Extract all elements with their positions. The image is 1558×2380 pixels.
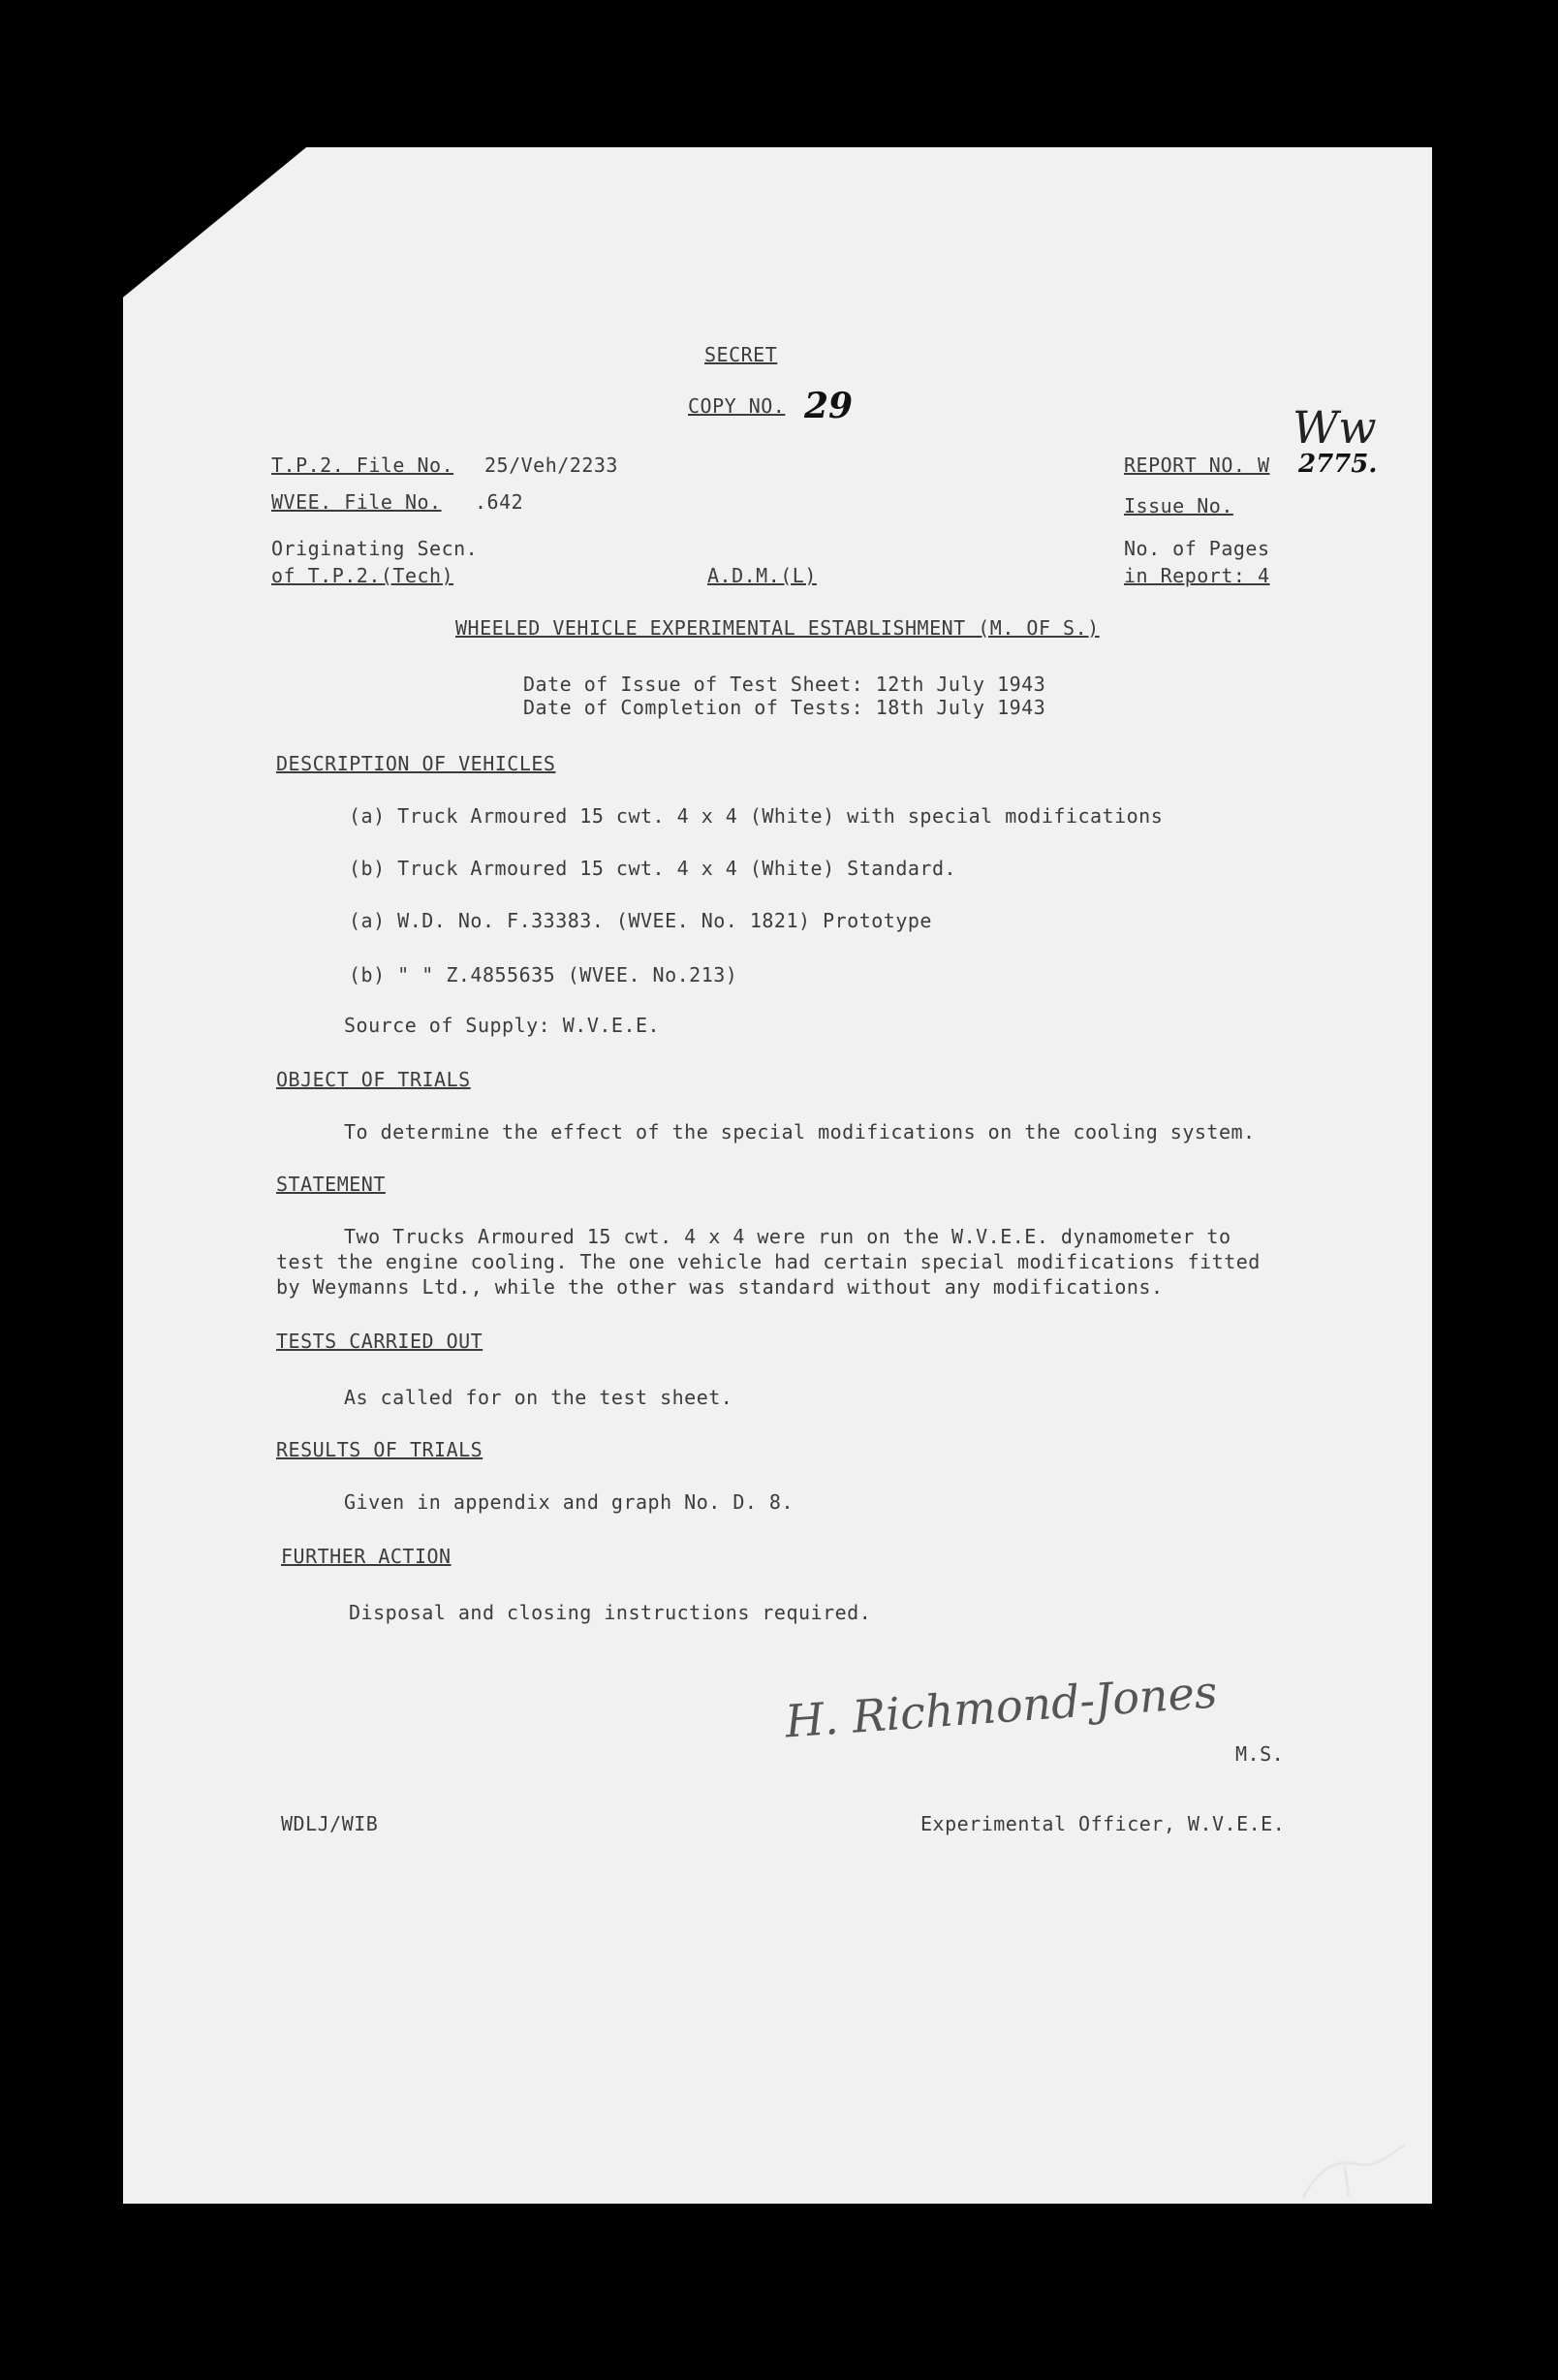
adm-reference: A.D.M.(L) bbox=[707, 564, 817, 587]
handwritten-initials: Ww bbox=[1293, 401, 1377, 454]
footer-reference: WDLJ/WIB bbox=[281, 1812, 379, 1835]
statement-heading: STATEMENT bbox=[276, 1173, 386, 1196]
originating-section-line1: Originating Secn. bbox=[271, 537, 479, 560]
corner-pen-mark bbox=[1298, 2140, 1415, 2208]
classification-stamp: SECRET bbox=[704, 343, 778, 366]
object-text: To determine the effect of the special modifications on the cooling system. bbox=[344, 1120, 1256, 1143]
vehicle-item-b: (b) Truck Armoured 15 cwt. 4 x 4 (White) Standard. bbox=[349, 857, 957, 880]
copy-label: COPY NO. bbox=[688, 394, 786, 418]
wd-number-a: (a) W.D. No. F.33383. (WVEE. No. 1821) Prototype bbox=[349, 909, 932, 932]
further-action-text: Disposal and closing instructions required. bbox=[349, 1601, 872, 1624]
statement-line-1: Two Trucks Armoured 15 cwt. 4 x 4 were run on the W.V.E.E. dynamometer to bbox=[344, 1225, 1231, 1248]
completion-date-line: Date of Completion of Tests: 18th July 1943 bbox=[523, 696, 1046, 719]
description-heading: DESCRIPTION OF VEHICLES bbox=[276, 752, 556, 775]
statement-line-3: by Weymanns Ltd., while the other was standard without any modifications. bbox=[276, 1275, 1164, 1299]
signature-suffix: M.S. bbox=[1235, 1742, 1285, 1766]
source-of-supply: Source of Supply: W.V.E.E. bbox=[344, 1014, 661, 1037]
wvee-file-label: WVEE. File No. bbox=[271, 490, 442, 514]
issue-date-line: Date of Issue of Test Sheet: 12th July 1943 bbox=[523, 673, 1046, 696]
tests-heading: TESTS CARRIED OUT bbox=[276, 1330, 483, 1353]
further-action-heading: FURTHER ACTION bbox=[281, 1545, 452, 1568]
object-heading: OBJECT OF TRIALS bbox=[276, 1068, 471, 1091]
pages-line1: No. of Pages bbox=[1124, 537, 1270, 560]
tp2-file-value: 25/Veh/2233 bbox=[484, 454, 618, 477]
originating-section-line2: of T.P.2.(Tech) bbox=[271, 564, 454, 587]
results-text: Given in appendix and graph No. D. 8. bbox=[344, 1490, 795, 1514]
issue-number-label: Issue No. bbox=[1124, 494, 1233, 517]
statement-line-2: test the engine cooling. The one vehicle had certain special modifications fitted bbox=[276, 1250, 1261, 1273]
signature: H. Richmond-Jones bbox=[783, 1665, 1219, 1748]
report-number: 2775. bbox=[1298, 450, 1378, 479]
signatory-title: Experimental Officer, W.V.E.E. bbox=[920, 1812, 1286, 1835]
tests-text: As called for on the test sheet. bbox=[344, 1386, 733, 1409]
vehicle-item-a: (a) Truck Armoured 15 cwt. 4 x 4 (White) with special modifications bbox=[349, 804, 1164, 828]
report-number-label: REPORT NO. W bbox=[1124, 454, 1270, 477]
document-title: WHEELED VEHICLE EXPERIMENTAL ESTABLISHMENT (M. OF S.) bbox=[455, 616, 1100, 640]
pages-line2: in Report: 4 bbox=[1124, 564, 1270, 587]
results-heading: RESULTS OF TRIALS bbox=[276, 1438, 483, 1461]
copy-number: 29 bbox=[804, 386, 854, 426]
tp2-file-label: T.P.2. File No. bbox=[271, 454, 454, 477]
wd-number-b: (b) " " Z.4855635 (WVEE. No.213) bbox=[349, 963, 738, 986]
wvee-file-value: .642 bbox=[475, 490, 524, 514]
